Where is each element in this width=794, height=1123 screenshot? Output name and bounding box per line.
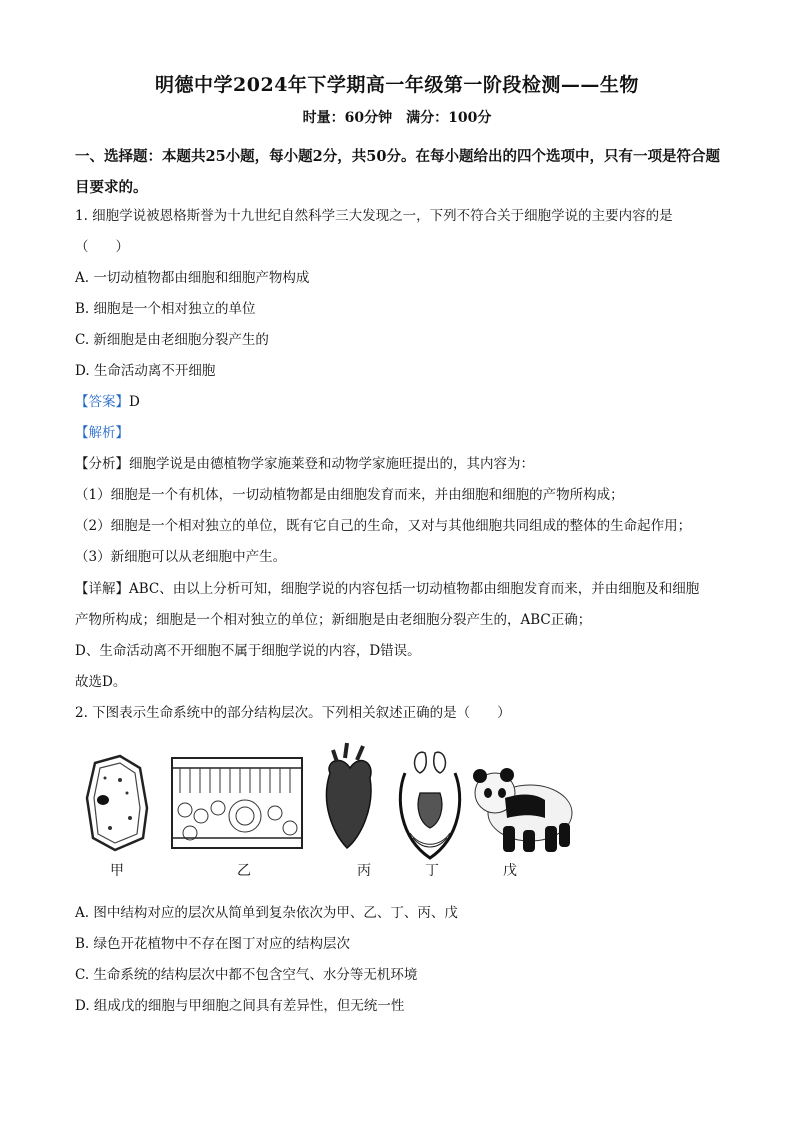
q1-jiexi-line: [75, 421, 129, 441]
q2-figure: [75, 738, 595, 883]
q1-option-d: D. 生命活动离不开细胞: [75, 363, 216, 379]
fenxi-text: 细胞学说是由德植物学家施莱登和动物学家施旺提出的，其内容为：: [129, 456, 534, 472]
fig-label-bing: 丙: [357, 863, 371, 879]
xiangjie-tag: 【详解】: [75, 581, 129, 597]
doc-title: 明德中学2024年下学期高一年级第一阶段检测——生物: [155, 74, 639, 96]
section1-heading: 一、选择题：本题共25小题，每小题2分，共50分。在每小题给出的四个选项中，只有一项是符合题目要求的。: [75, 148, 720, 196]
doc-subtitle: 时量：60分钟 满分：100分: [302, 110, 492, 126]
plant-cell-illustration: [87, 756, 147, 850]
panda-illustration: [473, 768, 572, 852]
q1-paren: （ ）: [75, 239, 129, 255]
answer-tag: 【答案】: [75, 394, 129, 410]
circulatory-system-illustration: [400, 752, 459, 858]
jiexi-tag: 【解析】: [75, 425, 129, 441]
q2-option-d: D. 组成戊的细胞与甲细胞之间具有差异性，但无统一性: [75, 998, 405, 1014]
q1-point-2: （2）细胞是一个相对独立的单位，既有它自己的生命，又对与其他细胞共同组成的整体的生命起作用；: [75, 518, 692, 534]
fig-label-jia: 甲: [110, 863, 124, 879]
q1-option-b: B. 细胞是一个相对独立的单位: [75, 301, 256, 317]
leaf-tissue-illustration: [172, 758, 302, 848]
q1-conclusion: 故选D。: [75, 674, 127, 690]
q1-fenxi-line: [75, 452, 534, 472]
q1-xiangjie-line: [75, 577, 699, 597]
fig-label-ding: 丁: [425, 863, 439, 879]
heart-illustration: [326, 743, 371, 848]
q1-answer-line: [75, 390, 140, 410]
q1-point-1: （1）细胞是一个有机体，一切动植物都是由细胞发育而来，并由细胞和细胞的产物所构成；: [75, 487, 624, 503]
q1-option-a: A. 一切动植物都由细胞和细胞产物构成: [75, 270, 310, 286]
fig-label-wu: 戊: [503, 863, 517, 879]
fenxi-tag: 【分析】: [75, 456, 129, 472]
q2-stem: 2. 下图表示生命系统中的部分结构层次。下列相关叙述正确的是（ ）: [75, 705, 511, 721]
fig-label-yi: 乙: [237, 863, 251, 879]
q1-option-c: C. 新细胞是由老细胞分裂产生的: [75, 332, 269, 348]
q2-option-b: B. 绿色开花植物中不存在图丁对应的结构层次: [75, 936, 351, 952]
q2-option-c: C. 生命系统的结构层次中都不包含空气、水分等无机环境: [75, 967, 418, 983]
q1-xiangjie-3: D、生命活动离不开细胞不属于细胞学说的内容，D错误。: [75, 643, 421, 659]
answer-value: D: [129, 394, 140, 410]
q2-option-a: A. 图中结构对应的层次从简单到复杂依次为甲、乙、丁、丙、戊: [75, 905, 458, 921]
xiangjie-text-1: ABC、由以上分析可知，细胞学说的内容包括一切动植物都由细胞发育而来，并由细胞及和细胞: [129, 581, 700, 597]
q1-stem: 1. 细胞学说被恩格斯誉为十九世纪自然科学三大发现之一，下列不符合关于细胞学说的主要内容的是: [75, 208, 673, 224]
q1-point-3: （3）新细胞可以从老细胞中产生。: [75, 549, 287, 565]
q1-xiangjie-2: 产物所构成；细胞是一个相对独立的单位；新细胞是由老细胞分裂产生的，ABC正确；: [75, 612, 592, 628]
